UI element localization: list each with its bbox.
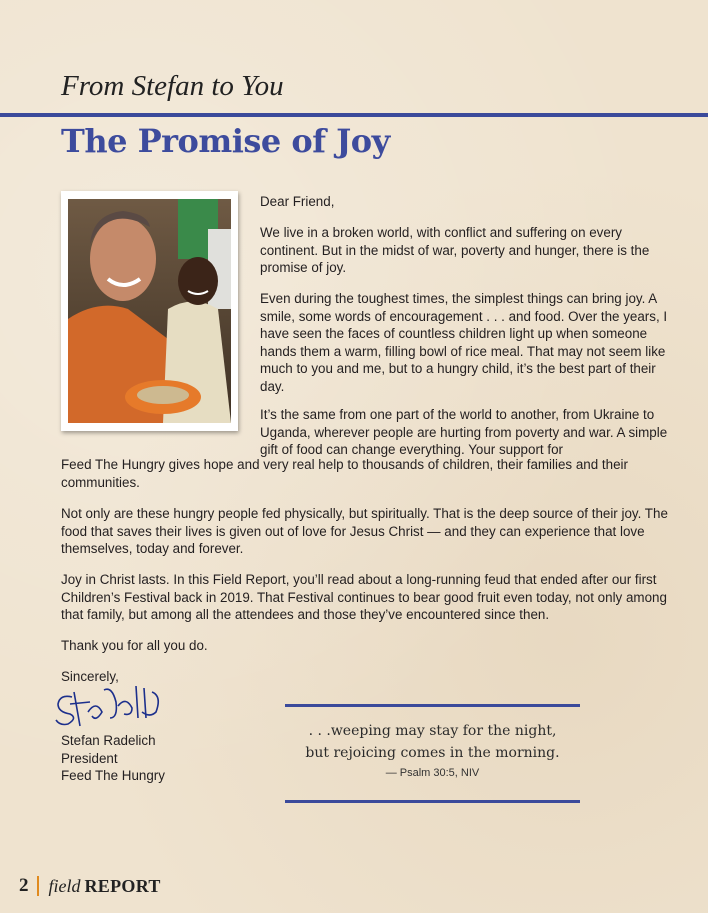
letter-paragraph-5: Joy in Christ lasts. In this Field Report, you’ll read about a long-running feud that ended after our first Children’s Festival back in 2019. That Festival continues to bear good fruit even today, not only among that family, but among all the attendees and those they’ve encountered since then. xyxy=(61,572,667,622)
letter-greeting: Dear Friend, xyxy=(260,194,335,209)
handwritten-signature xyxy=(52,682,167,732)
section-kicker: From Stefan to You xyxy=(61,70,284,102)
page-footer xyxy=(19,875,161,897)
letter-thanks: Thank you for all you do. xyxy=(61,638,208,653)
quote-top-rule xyxy=(285,704,580,707)
letter-closing: Sincerely, xyxy=(61,669,119,684)
signer-name: Stefan Radelich xyxy=(61,733,156,748)
header-rule xyxy=(0,113,708,117)
letter-paragraph-1: We live in a broken world, with conflict and suffering on every continent. But in the midst of war, poverty and hunger, there is the promise of joy. xyxy=(260,225,650,275)
photo-frame xyxy=(61,191,238,431)
letter-paragraph-2: Even during the toughest times, the simplest things can bring joy. A smile, some words of encouragement . . . and food. Over the years, I have seen the faces of countless children light up when someone hands them a warm, filling bowl of rice meal. That may not seem like much to you and me, but to a hungry child, it’s the best part of their day. xyxy=(260,291,668,394)
letter-paragraph-4: Not only are these hungry people fed physically, but spiritually. That is the deep source of their joy. The food that saves their lives is given out of love for Jesus Christ — and they can experience that love themselves, today and forever. xyxy=(61,506,668,556)
quote-line-2: but rejoicing comes in the morning. xyxy=(305,745,560,761)
signer-org: Feed The Hungry xyxy=(61,768,165,783)
letter-paragraph-3-start: It’s the same from one part of the world to another, from Ukraine to Uganda, wherever people are hurting from poverty and war. A simple gift of food can change everything. Your support for xyxy=(260,407,668,457)
page-number: 2 xyxy=(19,875,29,896)
quote-bottom-rule xyxy=(285,800,580,803)
page-title: The Promise of Joy xyxy=(61,122,390,160)
publication-name-report: REPORT xyxy=(84,875,161,896)
signer-block xyxy=(61,732,165,785)
quote-line-1: . . .weeping may stay for the night, xyxy=(308,723,557,739)
scripture-quote xyxy=(285,720,580,764)
signer-title: President xyxy=(61,750,118,766)
footer-divider xyxy=(37,876,39,896)
letter-paragraph-3-end: Feed The Hungry gives hope and very real help to thousands of children, their families and their communities. xyxy=(61,457,628,490)
publication-name-field: field xyxy=(48,875,81,896)
quote-citation: — Psalm 30:5, NIV xyxy=(385,767,480,779)
photo-stefan-with-child xyxy=(68,199,231,423)
